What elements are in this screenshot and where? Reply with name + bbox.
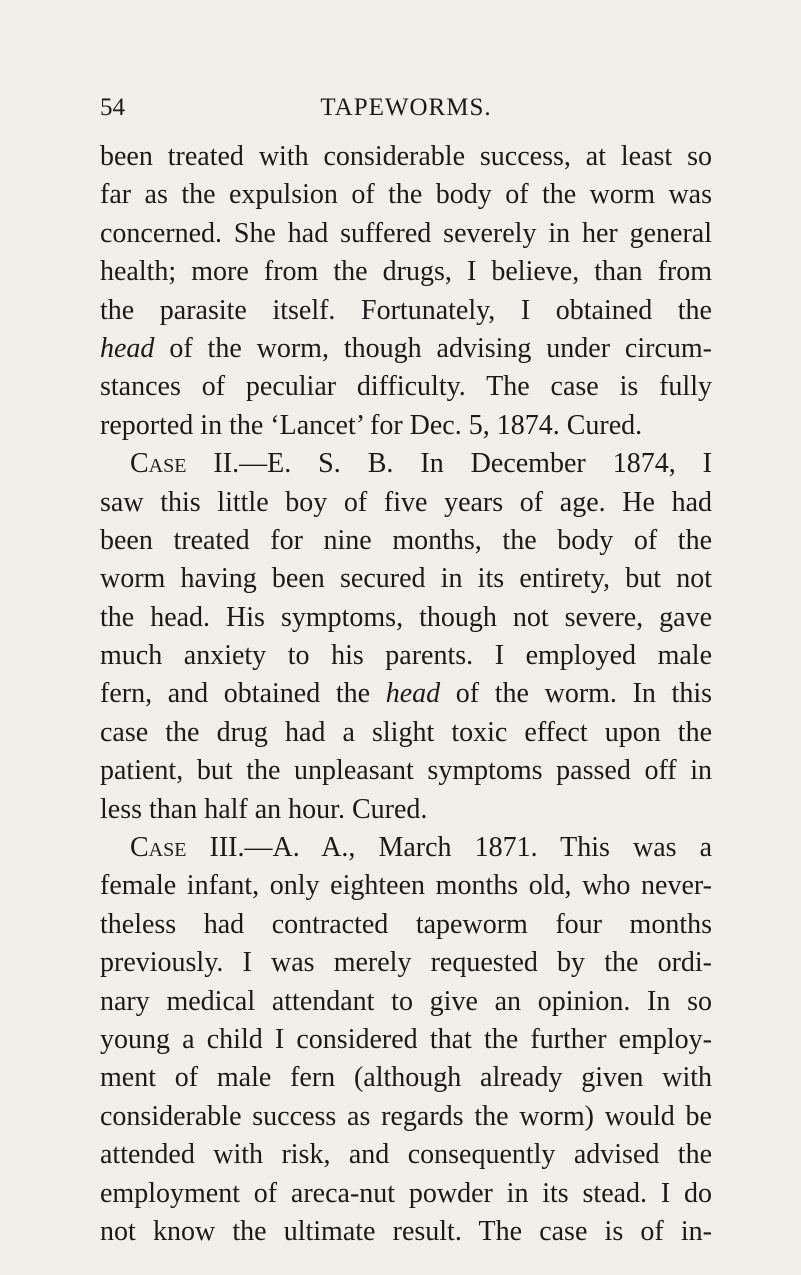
page-number: 54	[100, 94, 125, 121]
text-line: female infant, only eighteen months old, who never-	[100, 870, 712, 902]
text-line: worm having been secured in its entirety, but not	[100, 563, 712, 595]
text-line: theless had contracted tapeworm four months	[100, 908, 712, 940]
text-line: the parasite itself. Fortunately, I obtained the	[100, 294, 712, 326]
text-line: health; more from the drugs, I believe, than from	[100, 256, 712, 288]
text-line: young a child I considered that the further employ-	[100, 1023, 712, 1055]
text-line: previously. I was merely requested by the ordi-	[100, 947, 712, 979]
text-line: case the drug had a slight toxic effect upon the	[100, 716, 712, 748]
text-line: patient, but the unpleasant symptoms passed off in	[100, 755, 712, 787]
text-line: concerned. She had suffered severely in her general	[100, 217, 712, 249]
running-head	[100, 91, 712, 125]
text-line: ment of male fern (although already given with	[100, 1062, 712, 1094]
text-line: far as the expulsion of the body of the worm was	[100, 179, 712, 211]
text-line: less than half an hour. Cured.	[100, 793, 428, 825]
text-line: saw this little boy of five years of age. He had	[100, 486, 712, 518]
text-line: been treated for nine months, the body of the	[100, 524, 712, 556]
case-label: Case II.	[130, 448, 240, 480]
text-line: much anxiety to his parents. I employed male	[100, 640, 712, 672]
case-heading-line: Case III.—A. A., March 1871. This was a	[130, 832, 712, 864]
italic-word: head	[385, 678, 441, 710]
text-line: the head. His symptoms, though not severe, gave	[100, 601, 712, 633]
italic-word: head	[100, 332, 155, 364]
running-title: TAPEWORMS.	[320, 94, 492, 121]
text-line: attended with risk, and consequently advised the	[100, 1139, 712, 1171]
text-line: head of the worm, though advising under circum-	[100, 332, 712, 364]
text-line: stances of peculiar difficulty. The case is fully	[100, 371, 712, 403]
text-line: considerable success as regards the worm) would be	[100, 1100, 712, 1132]
text-line: not know the ultimate result. The case is of in-	[100, 1215, 712, 1247]
case-label: Case III.	[130, 832, 245, 864]
text-line: reported in the ‘Lancet’ for Dec. 5, 1874. Cured.	[100, 409, 643, 441]
text-line: nary medical attendant to give an opinion. In so	[100, 985, 712, 1017]
case-heading-line: Case II.—E. S. B. In December 1874, I	[130, 448, 712, 480]
body-text	[100, 138, 712, 1251]
text-line: fern, and obtained the head of the worm. In this	[100, 678, 712, 710]
text-line: employment of areca-nut powder in its stead. I do	[100, 1177, 712, 1209]
text-line: been treated with considerable success, at least so	[100, 141, 712, 172]
